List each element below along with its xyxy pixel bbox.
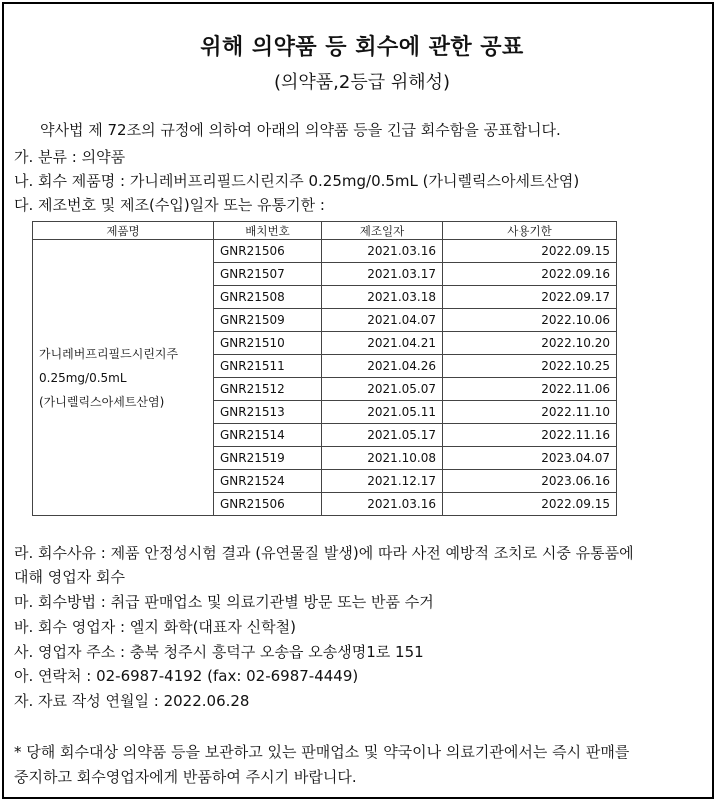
manufacture-date-cell: 2021.04.26 [322,355,443,378]
batch-number-cell: GNR21510 [214,332,322,355]
expiry-date-cell: 2022.10.06 [443,309,617,332]
batch-number-cell: GNR21519 [214,447,322,470]
product-name-line: 0.25mg/0.5mL [39,370,127,385]
address-line: 사. 영업자 주소 : 충북 청주시 흥덕구 오송읍 오송생명1로 151 [14,643,424,661]
expiry-date-cell: 2022.10.20 [443,332,617,355]
batch-number-cell: GNR21514 [214,424,322,447]
batch-number-cell: GNR21512 [214,378,322,401]
table-header-row [33,222,617,240]
notice-frame [2,2,714,799]
batch-number-cell: GNR21513 [214,401,322,424]
classification-line: 가. 분류 : 의약품 [14,148,126,166]
note-line-2: 중지하고 회수영업자에게 반품하여 주시기 바랍니다. [14,768,357,786]
note-line-1: * 당해 회수대상 의약품 등을 보관하고 있는 판매업소 및 약국이나 의료기관에서는 즉시 판매를 [14,743,630,761]
manufacture-date-cell: 2021.12.17 [322,470,443,493]
method-line: 마. 회수방법 : 취급 판매업소 및 의료기관별 방문 또는 반품 수거 [14,593,434,611]
lot-heading-line: 다. 제조번호 및 제조(수입)일자 또는 유통기한 : [14,196,325,214]
batch-number-cell: GNR21524 [214,470,322,493]
manufacture-date-cell: 2021.03.17 [322,263,443,286]
product-name-line: 나. 회수 제품명 : 가니레버프리필드시린지주 0.25mg/0.5mL (가니렐릭스아세트산염) [14,172,580,190]
manufacture-date-cell: 2021.10.08 [322,447,443,470]
manufacture-date-cell: 2021.05.17 [322,424,443,447]
table-row [33,240,617,263]
manufacture-date-cell: 2021.05.07 [322,378,443,401]
manufacture-date-cell: 2021.03.18 [322,286,443,309]
expiry-date-cell: 2022.09.15 [443,493,617,516]
batch-number-cell: GNR21508 [214,286,322,309]
intro-text: 약사법 제 72조의 규정에 의하여 아래의 의약품 등을 긴급 회수함을 공표합니다. [40,121,561,139]
reason-line-1: 라. 회수사유 : 제품 안정성시험 결과 (유연물질 발생)에 따라 사전 예방적 조치로 시중 유통품에 [14,544,634,562]
product-name-cell [33,240,214,516]
expiry-date-cell: 2022.09.15 [443,240,617,263]
manufacture-date-cell: 2021.04.21 [322,332,443,355]
expiry-date-cell: 2022.10.25 [443,355,617,378]
notice-title: 위해 의약품 등 회수에 관한 공표 [200,35,524,60]
expiry-date-cell: 2023.06.16 [443,470,617,493]
date-line: 자. 자료 작성 연월일 : 2022.06.28 [14,692,250,710]
notice-subtitle: (의약품,2등급 위해성) [273,72,451,93]
batch-number-cell: GNR21506 [214,493,322,516]
product-name-line: (가니렐릭스아세트산염) [39,394,165,409]
company-line: 바. 회수 영업자 : 엘지 화학(대표자 신학철) [14,618,296,636]
header-batch: 배치번호 [214,222,322,240]
batch-number-cell: GNR21511 [214,355,322,378]
product-name-line: 가니레버프리필드시린지주 [39,346,179,361]
manufacture-date-cell: 2021.03.16 [322,240,443,263]
batch-number-cell: GNR21507 [214,263,322,286]
expiry-date-cell: 2022.09.16 [443,263,617,286]
manufacture-date-cell: 2021.04.07 [322,309,443,332]
recall-lot-table [32,221,617,516]
contact-line: 아. 연락처 : 02-6987-4192 (fax: 02-6987-4449) [14,667,359,685]
table-body [33,240,617,516]
reason-line-2: 대해 영업자 회수 [14,568,125,586]
expiry-date-cell: 2022.11.16 [443,424,617,447]
manufacture-date-cell: 2021.03.16 [322,493,443,516]
expiry-date-cell: 2022.09.17 [443,286,617,309]
batch-number-cell: GNR21506 [214,240,322,263]
header-product: 제품명 [33,222,214,240]
expiry-date-cell: 2022.11.06 [443,378,617,401]
expiry-date-cell: 2022.11.10 [443,401,617,424]
header-mfg-date: 제조일자 [322,222,443,240]
header-expiry: 사용기한 [443,222,617,240]
batch-number-cell: GNR21509 [214,309,322,332]
expiry-date-cell: 2023.04.07 [443,447,617,470]
manufacture-date-cell: 2021.05.11 [322,401,443,424]
